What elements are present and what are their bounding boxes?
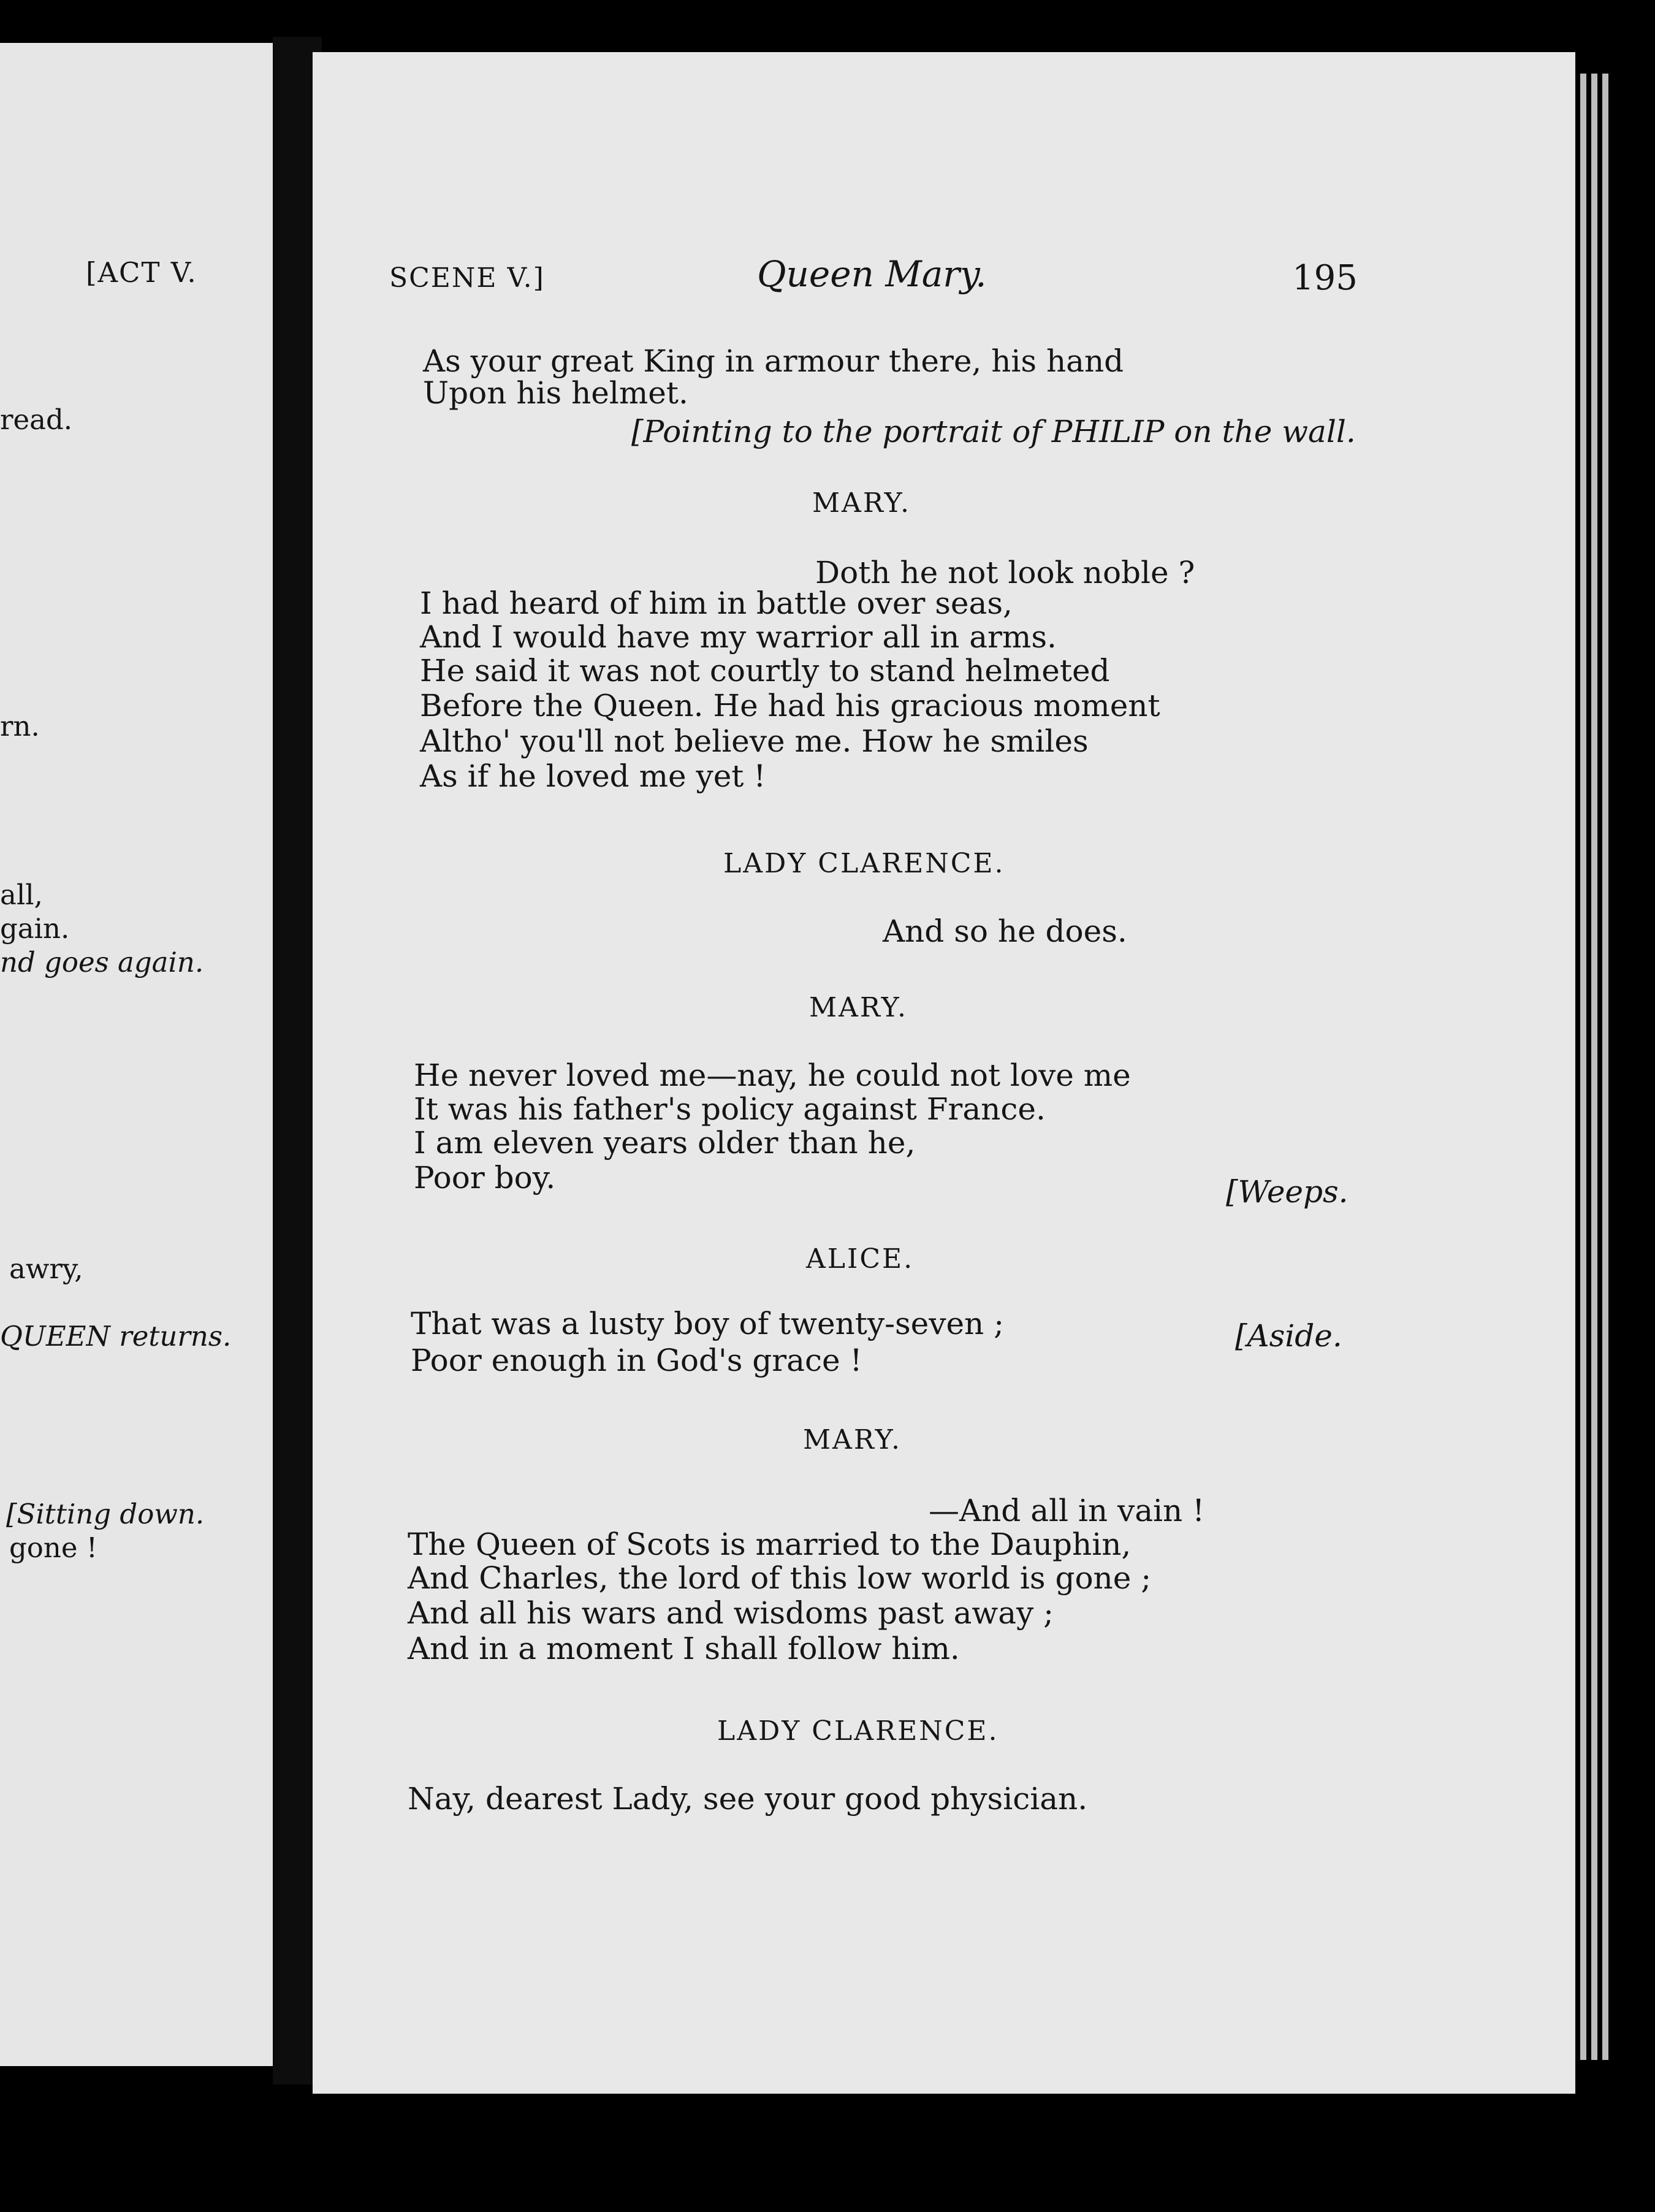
verse-line: And all his wars and wisdoms past away ; [408,1595,1054,1631]
left-text-line: gain. [0,912,70,945]
verse-line: As your great King in armour there, his hand [423,343,1124,379]
speaker-name: LADY CLARENCE. [717,1715,999,1747]
verse-line: —And all in vain ! [929,1493,1205,1528]
page-edge [1602,74,1608,2060]
page-number: 195 [1292,258,1358,298]
left-stage-direction: nd goes again. [0,946,204,978]
verse-line: That was a lusty boy of twenty-seven ; [411,1306,1004,1341]
running-header-title: Queen Mary. [757,253,987,295]
verse-line: And so he does. [883,913,1127,949]
verse-line: And I would have my warrior all in arms. [420,619,1057,655]
left-text-line: all, [0,879,43,911]
verse-line: I had heard of him in battle over seas, [420,585,1013,621]
verse-line: Altho' you'll not believe me. How he smiles [420,723,1089,759]
running-header-scene: SCENE V.] [389,262,545,294]
verse-line: Nay, dearest Lady, see your good physician. [408,1781,1088,1817]
speaker-name: ALICE. [806,1243,915,1275]
verse-line: Upon his helmet. [423,375,688,411]
speaker-name: MARY. [809,992,908,1023]
verse-line: As if he loved me yet ! [420,758,766,794]
page-edge [1591,74,1597,2060]
left-stage-direction: [Sitting down. [6,1498,205,1530]
verse-line: He said it was not courtly to stand helmeted [420,653,1110,688]
speaker-name: LADY CLARENCE. [723,848,1005,879]
verse-line: It was his father's policy against France. [414,1091,1046,1127]
left-text-line: rn. [0,710,40,742]
left-page-fragment [0,43,273,2066]
left-text-line: awry, [9,1253,83,1285]
speaker-name: MARY. [803,1424,902,1455]
stage-direction: [Pointing to the portrait of PHILIP on the wall. [631,414,1356,449]
verse-line: He never loved me—nay, he could not love me [414,1058,1131,1093]
left-text-line: read. [0,403,73,436]
stage-direction: [Weeps. [1226,1174,1349,1210]
page-edge [1580,74,1586,2060]
left-running-header: [ACT V. [86,256,197,289]
verse-line: I am eleven years older than he, [414,1125,916,1161]
verse-line: And Charles, the lord of this low world is gone ; [408,1560,1152,1596]
verse-line: Poor enough in God's grace ! [411,1343,862,1378]
left-stage-direction: QUEEN returns. [0,1320,232,1352]
left-text-line: gone ! [9,1531,97,1564]
verse-line: The Queen of Scots is married to the Dauphin, [408,1527,1132,1562]
verse-line: Before the Queen. He had his gracious moment [420,688,1160,723]
speaker-name: MARY. [812,487,911,519]
verse-line: And in a moment I shall follow him. [408,1631,960,1666]
verse-line: Poor boy. [414,1160,556,1196]
verse-line: Doth he not look noble ? [815,555,1195,590]
stage-direction: [Aside. [1235,1318,1342,1354]
